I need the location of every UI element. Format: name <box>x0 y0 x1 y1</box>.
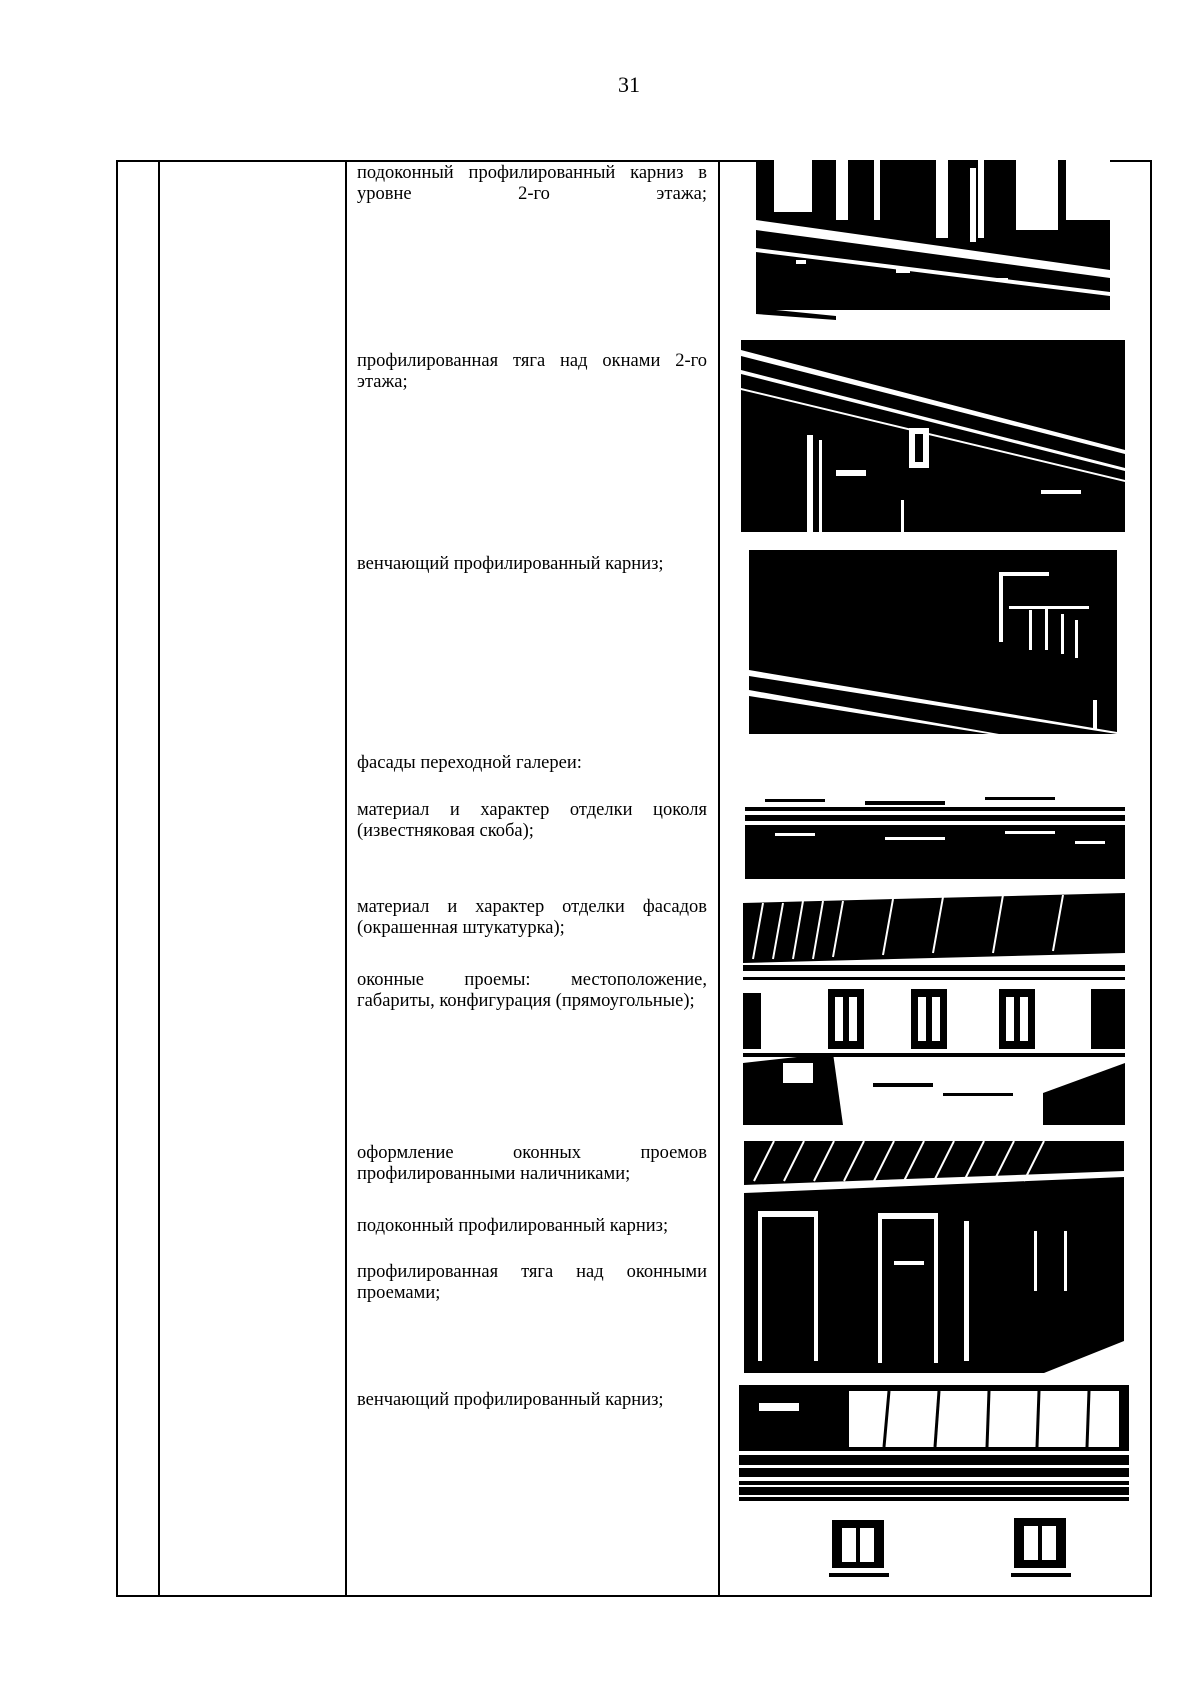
column-border-4 <box>718 160 720 1597</box>
photo-gallery-cornice <box>739 1385 1129 1580</box>
column-border-5 <box>1150 160 1152 1597</box>
item-text-window-openings: оконные проемы: местоположение, габариты, конфигурация (прямоугольные); <box>357 970 707 1011</box>
photo-crowning-cornice <box>749 550 1117 734</box>
table-bottom-border <box>116 1595 1152 1597</box>
item-text-facade-finish: материал и характер отделки фасадов (окрашенная штукатурка); <box>357 897 707 938</box>
photo-plinth <box>745 795 1125 879</box>
column-border-1 <box>116 160 118 1597</box>
column-border-2 <box>158 160 160 1597</box>
item-text-gallery-facades-heading: фасады переходной галереи: <box>357 753 582 773</box>
photo-window-surrounds <box>744 1141 1124 1373</box>
item-text-profiled-band-2nd-floor: профилированная тяга над окнами 2-го этажа; <box>357 351 707 392</box>
photo-gallery-facade <box>743 893 1125 1125</box>
page-number: 31 <box>618 72 640 97</box>
item-text-crowning-cornice: венчающий профилированный карниз; <box>357 554 664 574</box>
item-text-crowning-cornice-gallery: венчающий профилированный карниз; <box>357 1390 664 1410</box>
item-text-sill-cornice: подоконный профилированный карниз; <box>357 1216 669 1236</box>
column-border-3 <box>345 160 347 1597</box>
item-text-sill-cornice-2nd-floor: подоконный профилированный карниз в уровне 2-го этажа; <box>357 163 707 204</box>
item-text-window-surrounds: оформление оконных проемов профилированными наличниками; <box>357 1143 707 1184</box>
photo-profiled-band <box>741 340 1125 532</box>
photo-sill-cornice <box>756 160 1110 325</box>
item-text-plinth-finish: материал и характер отделки цоколя (известняковая скоба); <box>357 800 707 841</box>
item-text-profiled-band: профилированная тяга над оконными проемами; <box>357 1262 707 1303</box>
